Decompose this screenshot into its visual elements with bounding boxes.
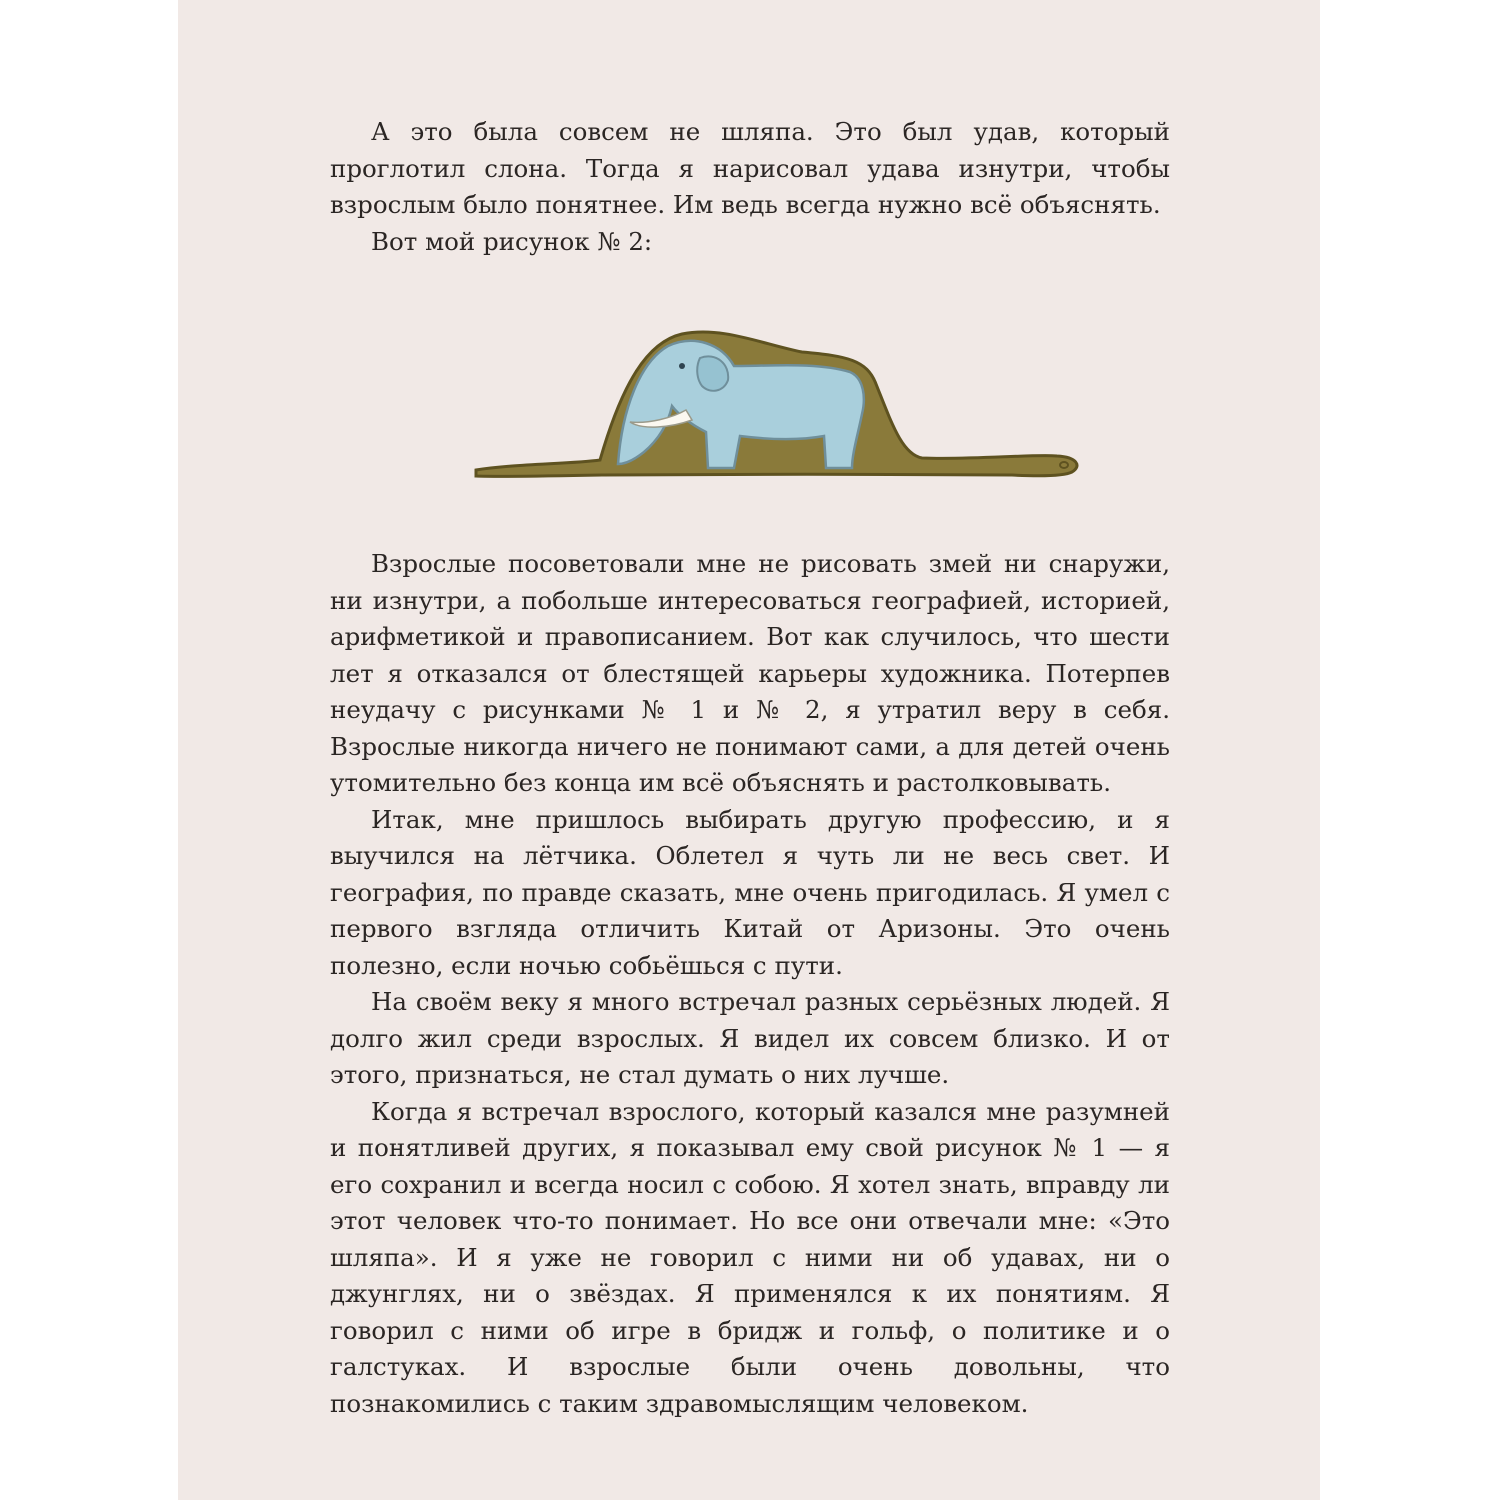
text-block-top	[330, 114, 1170, 260]
book-page	[178, 0, 1320, 1500]
paragraph: Когда я встречал взрослого, который казался мне разумней и понятливей других, я показывал ему свой рисунок № 1 — я его сохранил и всегда носил с собою. Я хотел знать, вправду ли этот человек что-то понимает. Но все они отвечали мне: «Это шляпа». И я уже не говорил с ними ни об удавах, ни о джунглях, ни о звёздах. Я применялся к их понятиям. Я говорил с ними об игре в бридж и гольф, о политике и о галстуках. И взрослые были очень довольны, что познакомились с таким здравомыслящим человеком.	[330, 1096, 1170, 1418]
paragraph: Итак, мне пришлось выбирать другую профессию, и я выучился на лётчика. Облетел я чуть ли не весь свет. И география, по правде сказать, мне очень пригодилась. Я умел с первого взгляда отличить Китай от Аризоны. Это очень полезно, если ночью собьёшься с пути.	[330, 804, 1170, 980]
paragraph: Взрослые посоветовали мне не рисовать змей ни снаружи, ни изнутри, а побольше интересоваться географией, историей, арифметикой и правописанием. Вот как случилось, что шести лет я отказался от блестящей карьеры художника. Потерпев неудачу с рисунками № 1 и № 2, я утратил веру в себя. Взрослые никогда ничего не понимают сами, а для детей очень утомительно без конца им всё объяснять и растолковывать.	[330, 549, 1170, 797]
paragraph: На своём веку я много встречал разных серьёзных людей. Я долго жил среди взрослых. Я видел их совсем близко. И от этого, признаться, не стал думать о них лучше.	[330, 987, 1170, 1089]
elephant-eye	[679, 363, 685, 369]
paragraph: А это была совсем не шляпа. Это был удав, который проглотил слона. Тогда я нарисовал удава изнутри, чтобы взрослым было понятнее. Им ведь всегда нужно всё объяснять.	[330, 117, 1170, 219]
boa-elephant-illustration	[472, 314, 1088, 494]
paragraph: Вот мой рисунок № 2:	[371, 226, 653, 256]
boa-constrictor-digesting-elephant-icon	[476, 332, 1077, 476]
text-block-bottom	[330, 546, 1170, 1422]
